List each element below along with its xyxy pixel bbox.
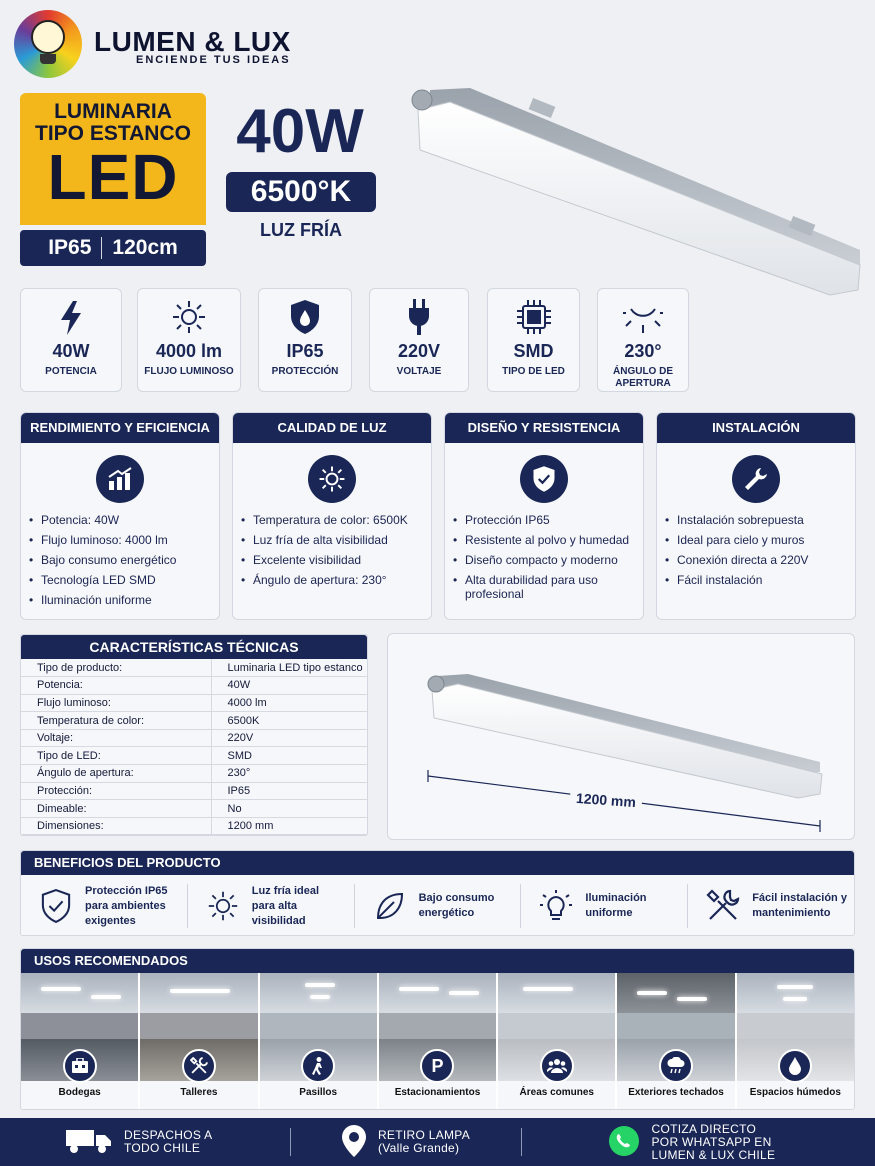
list-item: • Temperatura de color: 6500K bbox=[241, 513, 421, 527]
spec-label: ÁNGULO DE APERTURA bbox=[613, 366, 673, 389]
table-value: 40W bbox=[211, 677, 367, 695]
table-row bbox=[21, 817, 367, 835]
benefits-row bbox=[21, 875, 854, 936]
benefit-item bbox=[688, 884, 854, 928]
use-label: Bodegas bbox=[21, 1081, 138, 1110]
spec-value: 4000 lm bbox=[155, 341, 223, 361]
use-card-talleres bbox=[140, 973, 259, 1110]
ip-rating: IP65 bbox=[48, 236, 92, 259]
uses-title: USOS RECOMENDADOS bbox=[21, 949, 854, 973]
chart-up-icon bbox=[96, 455, 144, 503]
pickup-line-2: (Valle Grande) bbox=[377, 1141, 460, 1155]
wrench-icon bbox=[732, 455, 780, 503]
table-row bbox=[21, 765, 367, 783]
spec-label: PROTECCIÓN bbox=[271, 366, 339, 377]
list-item: • Protección IP65 bbox=[453, 513, 633, 527]
whatsapp-icon[interactable] bbox=[608, 1125, 640, 1160]
table-row bbox=[21, 694, 367, 712]
spec-card-voltaje bbox=[369, 288, 469, 392]
benefit-text: Luz fría ideal para alta visibilidad bbox=[251, 884, 320, 927]
lightning-icon bbox=[21, 289, 121, 335]
table-row bbox=[21, 712, 367, 730]
feature-diseno bbox=[444, 412, 644, 620]
footer-whatsapp[interactable] bbox=[522, 1123, 862, 1162]
location-pin-icon bbox=[342, 1125, 366, 1160]
lamp-hero-image bbox=[410, 80, 870, 300]
dimension-label: 1200 mm bbox=[570, 790, 643, 811]
chip-icon bbox=[488, 289, 579, 335]
spec-value: SMD bbox=[513, 341, 554, 361]
use-label: Espacios húmedos bbox=[737, 1081, 854, 1110]
tech-table bbox=[21, 659, 367, 835]
table-row bbox=[21, 800, 367, 818]
use-label: Exteriores techados bbox=[617, 1081, 734, 1110]
benefits-section bbox=[20, 850, 855, 936]
feature-title: RENDIMIENTO Y EFICIENCIA bbox=[21, 413, 219, 443]
title-line-3: LED bbox=[47, 141, 179, 213]
benefits-title: BENEFICIOS DEL PRODUCTO bbox=[21, 851, 854, 875]
table-key: Potencia: bbox=[21, 677, 211, 695]
shield-check-icon bbox=[37, 887, 75, 925]
brand-slogan: ENCIENDE TUS IDEAS bbox=[136, 54, 291, 66]
lamp-dimension-card bbox=[387, 633, 855, 840]
table-row bbox=[21, 729, 367, 747]
benefit-item bbox=[521, 884, 688, 928]
wattage: 40W bbox=[236, 97, 364, 166]
list-item: • Flujo luminoso: 4000 lm bbox=[29, 533, 209, 547]
list-item: • Alta durabilidad para uso profesional bbox=[453, 573, 633, 601]
uses-section bbox=[20, 948, 855, 1110]
list-item: • Tecnología LED SMD bbox=[29, 573, 209, 587]
spec-value: 220V bbox=[397, 341, 441, 361]
bulb-base bbox=[40, 54, 56, 64]
feature-rendimiento bbox=[20, 412, 220, 620]
use-card-areas-comunes bbox=[498, 973, 617, 1110]
spec-card-potencia bbox=[20, 288, 122, 392]
table-value: 4000 lm bbox=[211, 694, 367, 712]
use-label: Talleres bbox=[140, 1081, 257, 1110]
list-item: • Potencia: 40W bbox=[29, 513, 209, 527]
uses-grid bbox=[21, 973, 854, 1110]
list-item: • Ideal para cielo y muros bbox=[665, 533, 845, 547]
benefit-text: Protección IP65 para ambientes exigentes bbox=[85, 884, 168, 927]
feature-title: INSTALACIÓN bbox=[657, 413, 855, 443]
use-card-bodegas bbox=[21, 973, 140, 1110]
rain-cloud-icon bbox=[659, 1049, 693, 1083]
benefit-text: Iluminación uniforme bbox=[585, 892, 647, 919]
bulb-icon bbox=[537, 887, 575, 925]
list-item: • Fácil instalación bbox=[665, 573, 845, 587]
pickup-line-1: RETIRO LAMPA bbox=[377, 1128, 471, 1142]
table-key: Dimeable: bbox=[21, 800, 211, 818]
table-value: 220V bbox=[211, 729, 367, 747]
pickup-text bbox=[378, 1129, 470, 1155]
feature-list bbox=[657, 513, 855, 587]
title-line-2: TIPO ESTANCO bbox=[35, 122, 191, 145]
use-card-espacios-humedos bbox=[737, 973, 854, 1110]
table-key: Dimensiones: bbox=[21, 817, 211, 835]
feature-list bbox=[21, 513, 219, 607]
sun-icon bbox=[308, 455, 356, 503]
spec-label: VOLTAJE bbox=[396, 366, 442, 377]
tools-icon bbox=[704, 887, 742, 925]
benefit-item bbox=[21, 884, 188, 928]
sun-icon bbox=[204, 887, 242, 925]
list-item: • Diseño compacto y moderno bbox=[453, 553, 633, 567]
list-item: • Iluminación uniforme bbox=[29, 593, 209, 607]
product-title-box bbox=[20, 93, 206, 225]
title-line-1: LUMINARIA bbox=[54, 100, 172, 123]
use-card-exteriores bbox=[617, 973, 736, 1110]
use-label: Estacionamientos bbox=[379, 1081, 496, 1110]
brand-name: LUMEN & LUX bbox=[94, 26, 291, 57]
spec-label: TIPO DE LED bbox=[502, 366, 565, 377]
list-item: • Resistente al polvo y humedad bbox=[453, 533, 633, 547]
table-row bbox=[21, 782, 367, 800]
list-item: • Bajo consumo energético bbox=[29, 553, 209, 567]
tech-specs-table bbox=[20, 634, 368, 836]
use-label: Áreas comunes bbox=[498, 1081, 615, 1110]
spec-card-angulo bbox=[597, 288, 689, 392]
tech-title: CARACTERÍSTICAS TÉCNICAS bbox=[21, 635, 367, 659]
feature-list bbox=[445, 513, 643, 601]
table-value: No bbox=[211, 800, 367, 818]
table-row bbox=[21, 677, 367, 695]
warehouse-icon bbox=[63, 1049, 97, 1083]
table-key: Ángulo de apertura: bbox=[21, 765, 211, 783]
footer-shipping bbox=[0, 1128, 290, 1157]
ip-length-badge bbox=[20, 230, 206, 266]
water-shield-icon bbox=[259, 289, 351, 335]
parking-icon: P bbox=[420, 1049, 454, 1083]
table-row bbox=[21, 659, 367, 677]
benefit-item bbox=[188, 884, 355, 928]
table-key: Protección: bbox=[21, 782, 211, 800]
table-value: SMD bbox=[211, 747, 367, 765]
table-key: Temperatura de color: bbox=[21, 712, 211, 730]
list-item: • Ángulo de apertura: 230° bbox=[241, 573, 421, 587]
table-key: Flujo luminoso: bbox=[21, 694, 211, 712]
table-row bbox=[21, 747, 367, 765]
feature-title: DISEÑO Y RESISTENCIA bbox=[445, 413, 643, 443]
list-item: • Instalación sobrepuesta bbox=[665, 513, 845, 527]
shipping-text: DESPACHOS A TODO CHILE bbox=[124, 1128, 212, 1155]
beam-angle-icon bbox=[598, 289, 688, 335]
footer-pickup bbox=[291, 1125, 521, 1160]
use-label: Pasillos bbox=[260, 1081, 377, 1110]
benefit-item bbox=[355, 884, 522, 928]
feature-list bbox=[233, 513, 431, 587]
list-item: • Excelente visibilidad bbox=[241, 553, 421, 567]
table-key: Voltaje: bbox=[21, 729, 211, 747]
spec-value: 40W bbox=[52, 341, 90, 361]
use-card-estacionamientos bbox=[379, 973, 498, 1110]
badge-separator bbox=[101, 237, 102, 259]
table-key: Tipo de producto: bbox=[21, 659, 211, 677]
spec-card-tipo-led bbox=[487, 288, 580, 392]
feature-calidad bbox=[232, 412, 432, 620]
length: 120cm bbox=[112, 236, 178, 259]
table-value: 230° bbox=[211, 765, 367, 783]
sun-icon bbox=[138, 289, 240, 335]
footer-bar bbox=[0, 1118, 875, 1166]
spec-label: FLUJO LUMINOSO bbox=[144, 366, 234, 377]
table-value: 1200 mm bbox=[211, 817, 367, 835]
benefit-text: Bajo consumo energético bbox=[418, 892, 495, 919]
table-key: Tipo de LED: bbox=[21, 747, 211, 765]
spec-card-flujo bbox=[137, 288, 241, 392]
walking-person-icon bbox=[301, 1049, 335, 1083]
list-item: • Conexión directa a 220V bbox=[665, 553, 845, 567]
spec-value: 230° bbox=[624, 341, 662, 361]
use-card-pasillos bbox=[260, 973, 379, 1110]
benefit-text: Fácil instalación y mantenimiento bbox=[752, 892, 847, 919]
bulb-icon bbox=[31, 20, 65, 54]
spec-label: POTENCIA bbox=[45, 366, 97, 377]
table-value: IP65 bbox=[211, 782, 367, 800]
people-icon bbox=[540, 1049, 574, 1083]
tools-icon bbox=[182, 1049, 216, 1083]
color-temperature-badge: 6500°K bbox=[226, 172, 376, 212]
spec-card-proteccion bbox=[258, 288, 352, 392]
truck-icon bbox=[66, 1128, 112, 1157]
leaf-icon bbox=[371, 887, 409, 925]
whatsapp-text[interactable]: COTIZA DIRECTO POR WHATSAPP EN LUMEN & LUX CHILE bbox=[651, 1121, 776, 1162]
spec-value: IP65 bbox=[286, 341, 324, 361]
light-type: LUZ FRÍA bbox=[260, 220, 342, 240]
list-item: • Luz fría de alta visibilidad bbox=[241, 533, 421, 547]
feature-instalacion bbox=[656, 412, 856, 620]
table-value: 6500K bbox=[211, 712, 367, 730]
feature-title: CALIDAD DE LUZ bbox=[233, 413, 431, 443]
plug-icon bbox=[370, 289, 468, 335]
shield-check-icon bbox=[520, 455, 568, 503]
table-value: Luminaria LED tipo estanco bbox=[211, 659, 367, 677]
